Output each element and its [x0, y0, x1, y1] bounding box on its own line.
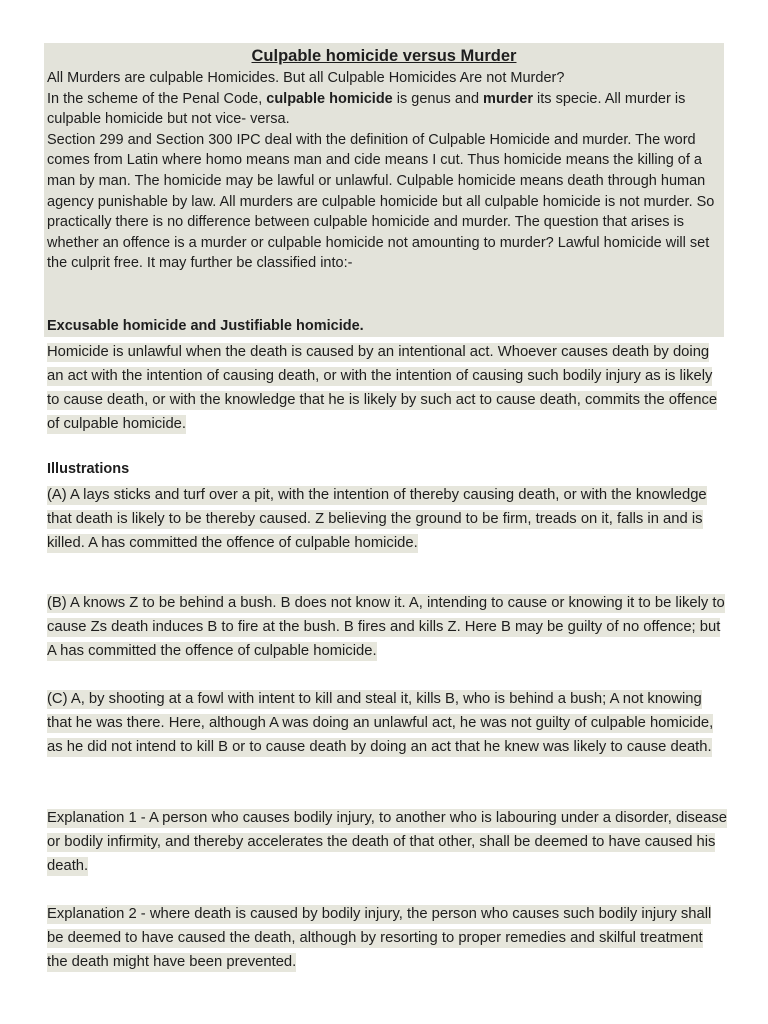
- explanation-1: [47, 806, 727, 878]
- intro-paragraph-3: Section 299 and Section 300 IPC deal with the definition of Culpable Homicide and murder. The word comes from Latin where homo means man and cide means I cut. Thus homicide means the killing of a man by man. The homicide may be lawful or unlawful. Culpable homicide means death through human agency punishable by law. All murders are culpable homicide but all culpable homicide is not murder. So practically there is no difference between culpable homicide and murder. The question that arises is whether an offence is a murder or culpable homicide not amounting to murder? Lawful homicide will set the culprit free. It may further be classified into:-: [47, 131, 715, 272]
- illustration-a: [47, 483, 727, 555]
- intro-line-2: [47, 89, 723, 130]
- page-title: Culpable homicide versus Murder: [251, 47, 517, 65]
- illustration-c-text: (C) A, by shooting at a fowl with intent to kill and steal it, kills B, who is behind a bush; A not knowing that he was there. Here, although A was doing an unlawful act, he was not guilty of culpable homicide, as he did not intend to kill B or to cause death by doing an act that he knew was likely to cause death.: [47, 691, 714, 755]
- explanation-2-text: Explanation 2 - where death is caused by bodily injury, the person who causes such bodily injury shall be deemed to have caused the death, although by resorting to proper remedies and skilful treatment the death might have been prevented.: [47, 906, 712, 970]
- illustration-c: [47, 687, 727, 759]
- illustration-b-text: (B) A knows Z to be behind a bush. B does not know it. A, intending to cause or knowing it to be likely to cause Zs death induces B to fire at the bush. B fires and kills Z. Here B may be guilty of no offence; but A has committed the offence of culpable homicide.: [47, 595, 725, 659]
- intro-line-2-pre: In the scheme of the Penal Code,: [47, 90, 267, 107]
- illustration-a-text: (A) A lays sticks and turf over a pit, with the intention of thereby causing death, or with the knowledge that death is likely to be thereby caused. Z believing the ground to be firm, treads on it, falls in and is killed. A has committed the offence of culpable homicide.: [47, 487, 707, 551]
- intro-line-2-post: its specie. All murder is culpable homicide but not vice- versa.: [47, 90, 686, 128]
- definition-paragraph: [47, 340, 727, 436]
- explanation-2: [47, 902, 727, 974]
- illustrations-heading: Illustrations: [47, 461, 130, 477]
- definition-text: Homicide is unlawful when the death is caused by an intentional act. Whoever causes death by doing an act with the intention of causing death, or with the intention of causing such bodily injury as is likely to cause death, or with the knowledge that he is likely by such act to cause death, commits the offence of culpable homicide.: [47, 344, 718, 432]
- intro-bold-murder: murder: [483, 90, 534, 107]
- section-heading: Excusable homicide and Justifiable homicide.: [47, 318, 364, 334]
- explanation-1-text: Explanation 1 - A person who causes bodily injury, to another who is labouring under a disorder, disease or bodily infirmity, and thereby accelerates the death of that other, shall be deemed to have caused his death.: [47, 810, 727, 874]
- illustration-b: [47, 591, 727, 663]
- intro-bold-culpable-homicide: culpable homicide: [266, 90, 393, 107]
- intro-line-1: All Murders are culpable Homicides. But all Culpable Homicides Are not Murder?: [47, 70, 565, 86]
- intro-text: [47, 68, 723, 274]
- intro-line-2-mid: is genus and: [392, 90, 484, 107]
